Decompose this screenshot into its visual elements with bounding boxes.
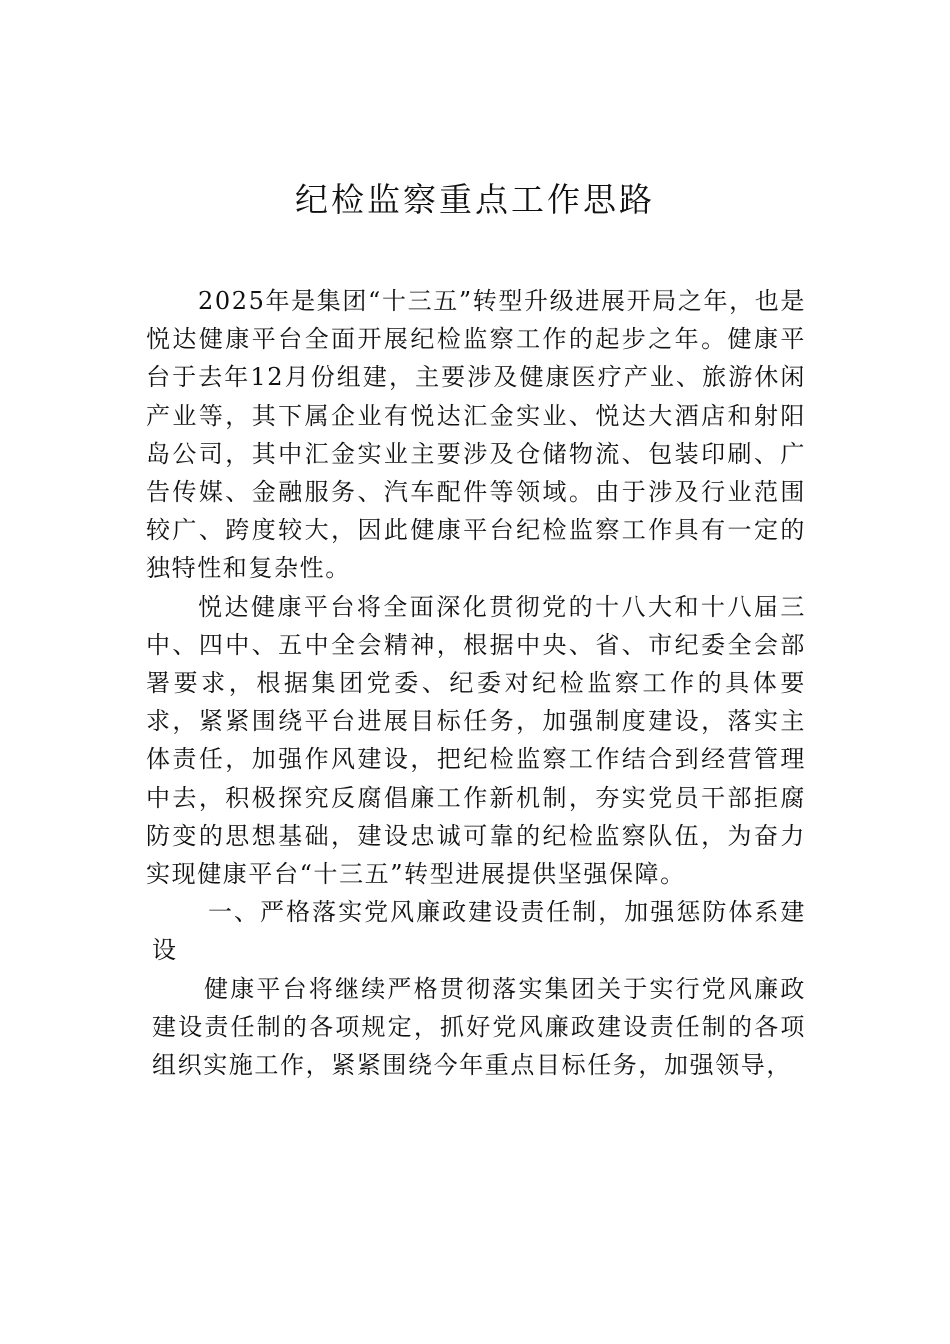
paragraph-overview: 悦达健康平台将全面深化贯彻党的十八大和十八届三中、四中、五中全会精神，根据中央、省、市纪委全会部署要求，根据集团党委、纪委对纪检监察工作的具体要求，紧紧围绕平台进展目标任务，加强制度建设，落实主体责任，加强作风建设，把纪检监察工作结合到经营管理中去，积极探究反腐倡廉工作新机制，夯实党员干部拒腐防变的思想基础，建设忠诚可靠的纪检监察队伍，为奋力实现健康平台“十三五”转型进展提供坚强保障。 [146, 592, 806, 889]
document-body [146, 282, 806, 1084]
paragraph-intro: 2025年是集团“十三五”转型升级进展开局之年，也是悦达健康平台全面开展纪检监察工作的起步之年。健康平台于去年12月份组建，主要涉及健康医疗产业、旅游休闲产业等，其下属企业有悦达汇金实业、悦达大酒店和射阳岛公司，其中汇金实业主要涉及仓储物流、包装印刷、广告传媒、金融服务、汽车配件等领域。由于涉及行业范围较广、跨度较大，因此健康平台纪检监察工作具有一定的独特性和复杂性。 [146, 287, 806, 583]
document-title: 纪检监察重点工作思路 [295, 180, 655, 219]
paragraph-section-1: 健康平台将继续严格贯彻落实集团关于实行党风廉政建设责任制的各项规定，抓好党风廉政建设责任制的各项组织实施工作，紧紧围绕今年重点目标任务，加强领导， [152, 974, 806, 1080]
section-heading-1: 一、严格落实党风廉政建设责任制，加强惩防体系建设 [152, 898, 806, 965]
